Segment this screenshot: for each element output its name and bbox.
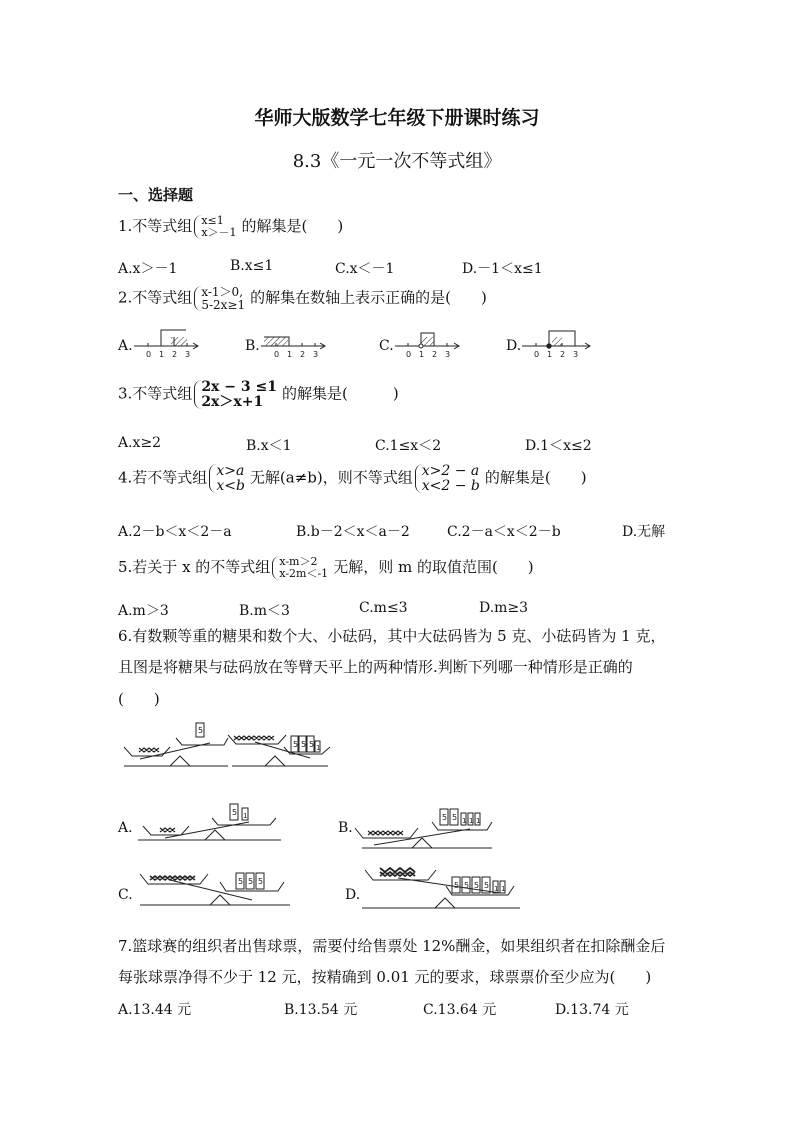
q1-option-d[interactable]: D.－1＜x≤1 <box>462 261 543 277</box>
q4-option-c[interactable]: C.2－a＜x＜2－b <box>447 524 561 540</box>
q2-prefix: 2.不等式组 <box>118 288 193 307</box>
q2-system: x-1＞0, 5-2x≥1 <box>194 286 248 311</box>
q5-system: x-m＞2 x-2m＜-1 <box>272 556 331 579</box>
q2-option-d-label[interactable]: D. <box>506 338 522 354</box>
q2-suffix: 的解集在数轴上表示正确的是( ) <box>250 288 487 307</box>
q6-option-d-label[interactable]: D. <box>345 887 361 903</box>
q7-option-d[interactable]: D.13.74 元 <box>555 1002 629 1018</box>
q6-option-b-label[interactable]: B. <box>338 820 353 836</box>
q2-option-b-label[interactable]: B. <box>245 338 260 354</box>
tick-0: 0 <box>146 350 152 359</box>
given-balance-2 <box>228 735 330 766</box>
q2-option-a-label[interactable]: A. <box>118 338 133 354</box>
q4-system-1: x>a x<b <box>209 464 248 493</box>
page-title: 华师大版数学七年级下册课时练习 <box>254 107 540 129</box>
q4-option-b[interactable]: B.b－2＜x＜a－2 <box>296 524 410 540</box>
weight-5-label: 5 <box>248 877 254 886</box>
weight-1-label: 1 <box>476 817 481 825</box>
q6-line-1: 6.有数颗等重的糖果和数个大、小砝码，其中大砝码皆为 5 克、小砝码皆为 1 克， <box>118 627 666 645</box>
weight-5-label: 5 <box>258 877 264 886</box>
weight-1-label: 1 <box>501 885 506 893</box>
q1-suffix: 的解集是( ) <box>241 217 344 235</box>
weight-5-label: 5 <box>309 740 315 749</box>
q5-option-a[interactable]: A.m＞3 <box>118 603 169 619</box>
q3-option-b[interactable]: B.x＜1 <box>246 438 292 454</box>
weight-1-label: 1 <box>469 817 474 825</box>
q4-suffix: 的解集是( ) <box>484 468 587 487</box>
weight-5-label: 5 <box>293 740 299 749</box>
q3-option-c[interactable]: C.1≤x＜2 <box>375 438 442 454</box>
q6-line-3: ( ) <box>118 690 160 708</box>
q3-suffix: 的解集是( ) <box>281 384 399 403</box>
q6-line-2: 且图是将糖果与砝码放在等臂天平上的两种情形.判断下列哪一种情形是正确的 <box>118 658 633 676</box>
weight-5-label: 5 <box>484 881 490 890</box>
weight-5-label: 5 <box>474 881 480 890</box>
tick-0: 0 <box>274 350 280 359</box>
q5-option-d[interactable]: D.m≥3 <box>479 600 529 616</box>
given-balance-1 <box>124 723 228 766</box>
q1-system: x≤1 x＞－1 <box>194 215 239 238</box>
q6-option-c-label[interactable]: C. <box>118 887 133 903</box>
balance-option-b <box>355 809 492 848</box>
q5-suffix: 无解，则 m 的取值范围( ) <box>333 558 534 576</box>
q1-prefix: 1.不等式组 <box>118 217 193 235</box>
q4-system-2: x>2 − a x<2 − b <box>415 464 483 493</box>
q1-option-b[interactable]: B.x≤1 <box>230 258 274 274</box>
tick-3: 3 <box>313 350 319 359</box>
balance-option-a <box>138 804 281 840</box>
q5-prefix: 5.若关于 x 的不等式组 <box>118 558 271 576</box>
weight-5-label: 5 <box>442 813 448 822</box>
q4-prefix: 4.若不等式组 <box>118 468 208 487</box>
tick-0: 0 <box>534 350 540 359</box>
tick-0: 0 <box>406 350 412 359</box>
q7-option-a[interactable]: A.13.44 元 <box>118 1002 192 1018</box>
q7-line-1: 7.篮球赛的组织者出售球票，需要付给售票处 12%酬金，如果组织者在扣除酬金后 <box>118 937 666 955</box>
tick-2: 2 <box>300 350 306 359</box>
tick-3: 3 <box>445 350 451 359</box>
tick-1: 1 <box>159 350 165 359</box>
tick-3: 3 <box>185 350 191 359</box>
q4-option-d[interactable]: D.无解 <box>622 524 666 540</box>
tick-1: 1 <box>547 350 553 359</box>
weight-5-label: 5 <box>301 740 307 749</box>
weight-1-label: 1 <box>462 817 467 825</box>
weight-1-label: 1 <box>316 744 321 752</box>
weight-5-label: 5 <box>232 808 238 817</box>
q6-option-a-label[interactable]: A. <box>118 820 133 836</box>
tick-1: 1 <box>419 350 425 359</box>
weight-5-label: 5 <box>238 877 244 886</box>
weight-5-label: 5 <box>198 726 204 735</box>
page-subtitle: 8.3《一元一次不等式组》 <box>292 151 502 172</box>
q4-middle: 无解(a≠b)，则不等式组 <box>249 468 413 487</box>
q7-option-c[interactable]: C.13.64 元 <box>423 1002 497 1018</box>
q1-option-a[interactable]: A.x＞－1 <box>118 261 178 277</box>
weight-1-label: 1 <box>243 812 248 820</box>
q4-option-a[interactable]: A.2－b＜x＜2－a <box>118 524 232 540</box>
tick-2: 2 <box>172 350 178 359</box>
q3-prefix: 3.不等式组 <box>118 384 193 403</box>
q7-option-b[interactable]: B.13.54 元 <box>284 1002 358 1018</box>
q5-option-b[interactable]: B.m＜3 <box>239 603 290 619</box>
weight-5-label: 5 <box>464 881 470 890</box>
balance-option-c <box>140 873 290 905</box>
section-heading: 一、选择题 <box>118 186 194 204</box>
q3-system: 2x − 3 ≤1 2x＞x+1 <box>194 380 280 409</box>
weight-5-label: 5 <box>452 813 458 822</box>
tick-2: 2 <box>432 350 438 359</box>
q7-line-2: 每张球票净得不少于 12 元，按精确到 0.01 元的要求，球票票价至少应为( ) <box>118 968 652 986</box>
q3-option-a[interactable]: A.x≥2 <box>118 435 162 451</box>
q1-option-c[interactable]: C.x＜－1 <box>335 261 395 277</box>
tick-3: 3 <box>573 350 579 359</box>
q2-option-c-label[interactable]: C. <box>379 338 394 354</box>
tick-1: 1 <box>287 350 293 359</box>
weight-5-label: 5 <box>454 881 460 890</box>
q5-option-c[interactable]: C.m≤3 <box>359 600 408 616</box>
q3-option-d[interactable]: D.1＜x≤2 <box>525 438 592 454</box>
tick-2: 2 <box>560 350 566 359</box>
weight-1-label: 1 <box>494 885 499 893</box>
